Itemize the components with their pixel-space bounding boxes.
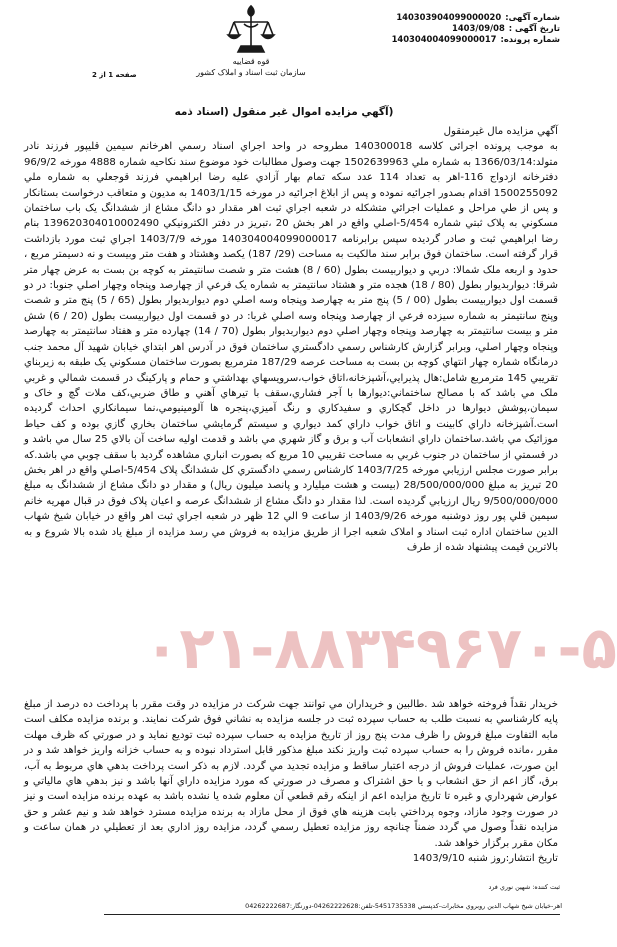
notice-body — [24, 124, 558, 555]
emblem-caption-judiciary: قوه قضاییه — [232, 57, 270, 66]
phone-watermark: ۰۲۱-۸۸۳۴۹۶۷۰-۵ — [144, 614, 617, 682]
page-indicator: صفحه 1 از 2 — [92, 71, 137, 79]
notice-date-row — [340, 23, 560, 34]
notice-number-row — [340, 12, 560, 23]
footer-divider — [104, 914, 560, 915]
notice-date-value: 1403/09/08 — [452, 23, 505, 33]
footer-address: اهر-خيابان شيخ شهاب الدين روبروي مخابرات-کدپستي 5451735338-تلفن:04262222628-دورنگار:04262222687 — [245, 902, 562, 910]
document-title: (آگهي مزايده اموال غير منقول (اسناد ذمه — [174, 106, 394, 118]
notice-header-fields — [340, 12, 560, 45]
notice-number-value: 140303904099000020 — [396, 12, 502, 22]
auction-conditions — [24, 697, 558, 866]
case-number-row — [340, 34, 560, 45]
conditions-paragraph: خريدار نقداً فروخته خواهد شد .طالبين و خريداران مي توانند جهت شرکت در مزايده در وقت مقرر با پرداخت ده درصد از مبلغ پايه کارشناسي به نسبت طلب به حساب سپرده ثبت در جلسه مزايده به نشاني فوق شرکت نمايند. و برنده مزايده مکلف است مابه التفاوت مبلغ فروش را ظرف مدت پنج روز از تاريخ مزايده به حساب سپرده ثبت توديع نمايد و در صورتي که ظرف مهلت مقرر ،مانده فروش را به حساب سپرده ثبت واريز نکند مبلغ مذکور قابل استرداد نبوده و به حساب خزانه واريز خواهد شد و در اين صورت، عمليات فروش از درجه اعتبار ساقط و مزايده تجديد مي گردد. لازم به ذکر است پرداخت بدهي هاي مربوط به آب، برق، گاز اعم از حق انشعاب و يا حق اشتراک و مصرف در صورتي که مورد مزايده داراي آنها باشد و نيز بدهي هاي مالياتي و عوارض شهرداري و غيره تا تاريخ مزايده اعم از اينکه رقم قطعي آن معلوم شده يا نشده باشد به عهده برنده مزايده است و نيز در صورت وجود مازاد، وجوه پرداختي بابت هزينه هاي فوق از محل مازاد به برنده مزايده مسترد خواهد شد و نيم عشر و حق مزايده نقداً وصول مي گردد ضمناً چنانچه روز مزايده تعطيل رسمي گردد، مزايده روز اداري بعد از تعطيلي در همان ساعت و مکان مقرر برگزار خواهد شد. — [24, 699, 558, 849]
case-number-value: 140304004099000017 — [391, 34, 497, 44]
judiciary-emblem-icon — [226, 2, 276, 58]
notice-main-paragraph: به موجب پرونده اجرائی کلاسه 140300018 مطروحه در واحد اجراي اسناد رسمي اهرخانم سيمين قليپور فرزند نادر متولد:1366/03/14 به شماره ملي 1502639963 جهت وصول مطالبات خود موضوع سند نکاحيه شماره 4888 مورخه 96/9/2 دفترخانه ازدواج 116-اهر به تعداد 114 عدد سکه تمام بهار آزادي عليه رضا ابراهيمي فرزند قوجعلي به شماره ملي 1500255092 اقدام بصدور اجرائيه نموده و پس از ابلاغ اجرائيه در مورخه 1403/1/15 به مديون و متعاقب درخواست بستانکار و پس از طي مراحل و عمليات اجرائي متشكله در شعبه اجراي ثبت اهر مقدار دو دانگ مشاع از ششدانگ يک باب ساختمان مسکوني به پلاک ثبتي شماره 5/454-اصلي واقع در اهر بخش 20 ،تبريز در دفتر الکترونيکي 139620304010002490 بنام رضا ابراهيمي ثبت و صادر گرديده سپس برابرنامه 140304004099000017 مورخه 1403/7/9 اجراي ثبت مورد بازداشت قرار گرفته است. ساختمان فوق برابر سند مالکيت به مساحت (29/ 187) يکصد وهشتاد و هفت متر وبيست و نه دسيمتر مربع ، حدود و اربعه ملک شمالا: دربي و ديواربيست بطول (60 / 8) هشت متر و شصت سانتيمتر به کوچه بن بست به عرض چهار متر شرقا: ديواربديوار بطول (80 / 18) هجده متر و هشتاد سانتيمتر به شماره يک فرعي از چهارصد وپنجاه وچهار اصلي جنوبا: در دو قسمت اول ديواربيست بطول (00 / 5) پنج متر به چهارصد وپنجاه وسه اصلي دوم ديواربديوار بطول (65 / 5) پنج متر و شصت وپنج سانتيمتر به شماره سيزده فرعي از چهارصد وپنجاه وسه اصلي غربا: در دو قسمت اول ديواربيست بطول (20 / 6) شش متر و بيست سانتيمتر به چهارصد وپنجاه وچهار اصلي دوم ديواربديوار بطول (70 / 14) چهارده متر و هفتاد سانتيمتر به چهارصد وپنجاه وچهار اصلي، وبرابر گزارش کارشناس رسمي دادگستري ساختمان فوق در آدرس اهر ابتداي خيابان شهيد آل محمد جنب درمانگاه شماره چهار انتهاي کوچه بن بست به مساحت عرصه 187/29 مترمربع بصورت ساختمان مسکوني يک طبقه به زيربناي تقريبي 145 مترمربع شامل:هال پذيرايي،آشپزخانه،اتاق خواب،سرويسهاي بهداشتي و حمام و پارکينگ در قسمت شمالي و غربي ملک مي باشد که با مصالح ساختماني:ديوارها با آجر فشاري،سقف با تيرهاي آهني و طاق ضربي،کف ملات گچ و خاک و سيمان،پوشش ديوارها در داخل گچکاري و سفيدکاري و رنگ آميزي،پنجره ها آلومينيومي،نما سيمانکاري احداث گرديده است.آشپزخانه داراي کابينت و اتاق خواب داراي کمد ديواري و سيستم گرمايشي ساختمان بخاري گازي بوده و کف حياط موزائيک مي باشد.ساختمان داراي انشعابات آب و برق و گاز شهري مي باشد و قدمت اوليه ساخت آن بالاي 25 سال مي باشد و در قسمتي از ساختمان در جنوب غربي به مساحت تقريبي 10 مربع که بصورت انباري مشاهده گرديد با سقف چوبي مي باشد.که برابر صورت مجلس ارزيابي مورخه 1403/7/25 کارشناس رسمي دادگستري کل ششدانگ پلاک 5/454-اصلي واقع در اهر بخش 20 تبريز به مبلغ 28/500/000/000 (بيست و هشت ميليارد و پانصد ميليون ريال) و مقدار دو دانگ مشاع از ششدانگ به مبلغ 9/500/000/000 ريال ارزيابي گرديده است. لذا مقدار دو دانگ مشاع از ششدانگ عرصه و اعيان پلاک فوق در قبال مهريه خانم سيمين قلي پور روز دوشنبه مورخه 1403/9/26 از ساعت 9 الي 12 ظهر در شعبه اجراي ثبت اهر واقع در خيابان شيخ شهاب الدين ساختمان اداره ثبت اسناد و املاک شعبه اجرا از طريق مزايده به فروش مي رسد مزايده از مبلغ ياد شده بالا شروع و به بالاترين قيمت پيشنهاد شده از طرف — [24, 141, 559, 553]
publish-date-line: تاريخ انتشار:روز شنبه 1403/9/10 — [412, 853, 558, 865]
notice-lead: آگهي مزايده مال غيرمنقول — [443, 126, 558, 137]
notice-number-label: شماره آگهی: — [505, 12, 560, 22]
notice-date-label: تاریخ آگهی : — [508, 23, 560, 33]
case-number-label: شماره پرونده: — [500, 34, 560, 44]
footer-signature: ثبت کننده: شهين نوري فرد — [488, 883, 560, 891]
emblem-caption-registry: سازمان ثبت اسناد و املاک کشور — [196, 68, 306, 77]
